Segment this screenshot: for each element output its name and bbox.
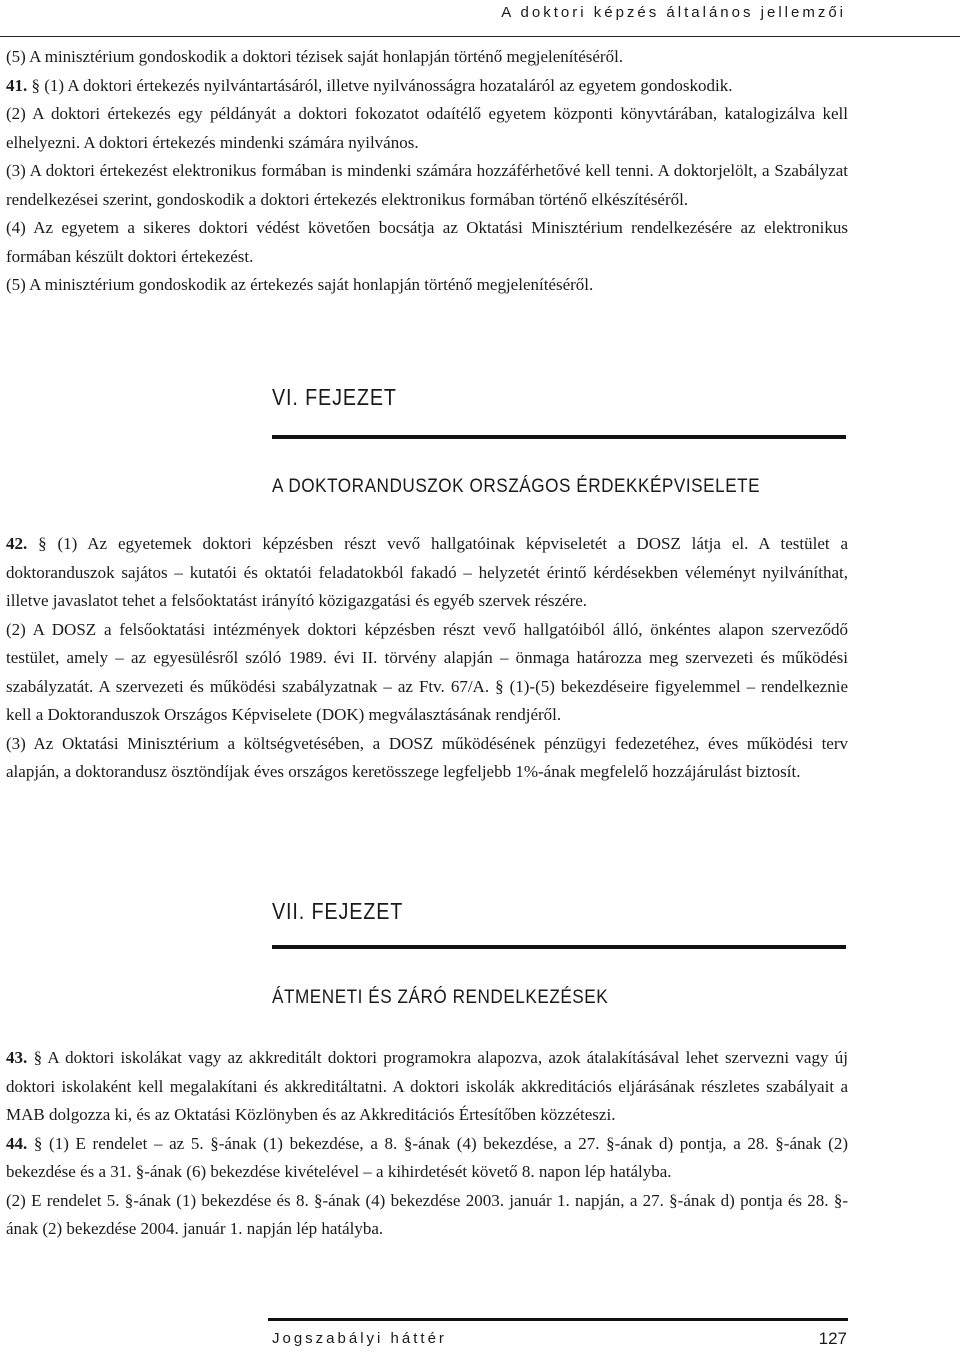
running-footer: Jogszabályi háttér [272,1330,447,1347]
paragraph: (2) A DOSZ a felsőoktatási intézmények doktori képzésben részt vevő hallgatóiból álló, önkéntes alapon szerveződő testület, amely – az egyesülésről szóló 1989. évi II. törvény alapján – önmaga határozza meg szervezeti és működési szabályzatát. A szervezeti és működési szabályzatnak – az Ftv. 67/A. § (1)-(5) bekezdéseire figyelemmel – rendelkeznie kell a Doktoranduszok Országos Képviselete (DOK) megválasztásának rendjéről. [6,619,848,724]
article-number: 43. [6,1048,28,1067]
section-block-43-44 [6,1044,848,1244]
page-number: 127 [818,1329,847,1348]
article-number: 41. [6,75,28,95]
article-number: 44. [6,1133,28,1153]
paragraph: (2) E rendelet 5. §-ának (1) bekezdése és 8. §-ának (4) bekezdése 2003. január 1. napján, a 27. §-ának d) pontja és 28. §-ának (2) bekezdése 2004. január 1. napján lép hatályba. [6,1190,848,1238]
paragraph [6,1130,848,1187]
chapter-heading: VII. FEJEZET [272,898,404,924]
header-divider [0,36,960,37]
footer-divider [268,1318,848,1321]
paragraph: (2) A doktori értekezés egy példányát a doktori fokozatot odaítélő egyetem központi könyvtárában, katalogizálva kell elhelyezni. A doktori értekezés mindenki számára nyilvános. [6,104,848,152]
section-block-42 [6,530,848,787]
paragraph-text: § (1) Az egyetemek doktori képzésben részt vevő hallgatóinak képviseletét a DOSZ látja el. A testület a doktoranduszok sajátos – kutatói és oktatói feladatokból fakadó – helyzetét érintő kérdésekben véleményt nyilváníthat, illetve javaslatot tehet a felsőoktatást irányító közigazgatási és egyéb szervek részére. [6,534,849,610]
paragraph: (5) A minisztérium gondoskodik az értekezés saját honlapján történő megjelenítéséről. [6,275,594,294]
chapter-title: ÁTMENETI ÉS ZÁRÓ RENDELKEZÉSEK [272,986,609,1008]
paragraph: (3) Az Oktatási Minisztérium a költségvetésében, a DOSZ működésének pénzügyi fedezetéhez, éves működési terv alapján, a doktorandusz ösztöndíjak éves országos keretösszege legfeljebb 1%-ának megfelelő hozzájárulást biztosít. [6,733,848,781]
chapter-divider [272,435,846,439]
article-number: 42. [6,534,28,553]
chapter-divider [272,945,846,949]
paragraph: (3) A doktori értekezést elektronikus formában is mindenki számára hozzáférhetővé kell tenni. A doktorjelölt, a Szabályzat rendelkezései szerint, gondoskodik a doktori értekezés elektronikus formában történő elkészítéséről. [6,161,848,209]
paragraph: (5) A minisztérium gondoskodik a doktori tézisek saját honlapján történő megjelenítéséről. [6,47,624,66]
paragraph-text: § (1) A doktori értekezés nyilvántartásáról, illetve nyilvánosságra hozataláról az egyetem gondoskodik. [31,75,733,95]
section-block-41 [6,43,848,300]
paragraph [6,1044,848,1130]
chapter-title: A DOKTORANDUSZOK ORSZÁGOS ÉRDEKKÉPVISELETE [272,475,761,497]
paragraph-text: § (1) E rendelet – az 5. §-ának (1) bekezdése, a 8. §-ának (4) bekezdése, a 27. §-ának d) pontja, a 28. §-ának (2) bekezdése és a 31. §-ának (6) bekezdése kivételével – a kihirdetését követő 8. napon lép hatályba. [6,1133,849,1181]
paragraph: (4) Az egyetem a sikeres doktori védést követően bocsátja az Oktatási Minisztérium rendelkezésére az elektronikus formában készült doktori értekezést. [6,218,848,266]
paragraph [6,72,848,101]
paragraph [6,530,848,616]
paragraph-text: § A doktori iskolákat vagy az akkreditált doktori programokra alapozva, azok átalakításával lehet szervezni vagy új doktori iskolaként kell megalakítani és akkreditáltatni. A doktori iskolák akkreditációs eljárásának részletes szabályait a MAB dolgozza ki, és az Oktatási Közlönyben és az Akkreditációs Értesítőben közzéteszi. [6,1048,848,1124]
chapter-heading: VI. FEJEZET [272,384,397,410]
running-header: A doktori képzés általános jellemzői [501,4,846,21]
